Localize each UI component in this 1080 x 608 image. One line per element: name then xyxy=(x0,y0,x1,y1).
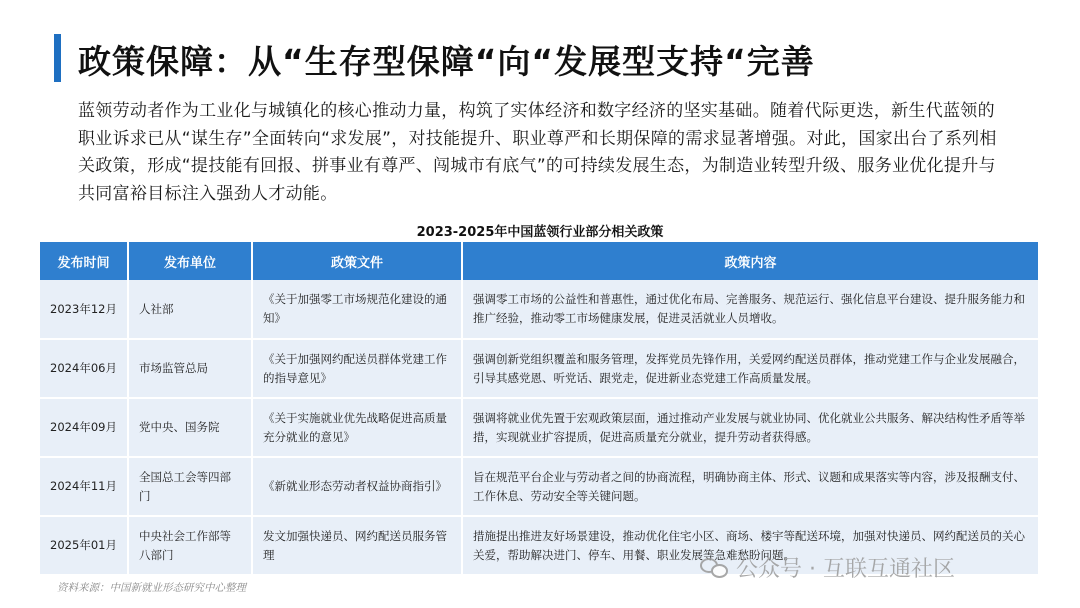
table-title: 2023-2025年中国蓝领行业部分相关政策 xyxy=(416,225,664,240)
cell-unit: 中央社会工作部等八部门 xyxy=(128,516,252,575)
header-unit: 发布单位 xyxy=(128,242,252,280)
cell-doc: 《关于加强零工市场规范化建设的通知》 xyxy=(252,280,462,339)
cell-doc: 《新就业形态劳动者权益协商指引》 xyxy=(252,457,462,516)
cell-unit: 市场监管总局 xyxy=(128,339,252,398)
policy-table xyxy=(40,242,1038,576)
intro-paragraph: 蓝领劳动者作为工业化与城镇化的核心推动力量，构筑了实体经济和数字经济的坚实基础。随着代际更迭，新生代蓝领的职业诉求已从“谋生存”全面转向“求发展”，对技能提升、职业尊严和长期保障的需求显著增强。对此，国家出台了系列相关政策，形成“提技能有回报、拼事业有尊严、闯城市有底气”的可持续发展生态，为制造业转型升级、服务业优化提升与共同富裕目标注入强劲人才动能。 xyxy=(78,101,997,204)
cell-date: 2024年06月 xyxy=(40,339,128,398)
cell-content: 强调创新党组织覆盖和服务管理，发挥党员先锋作用，关爱网约配送员群体，推动党建工作与企业发展融合，引导其感党恩、听党话、跟党走，促进新业态党建工作高质量发展。 xyxy=(462,339,1038,398)
cell-date: 2024年11月 xyxy=(40,457,128,516)
cell-content: 强调将就业优先置于宏观政策层面，通过推动产业发展与就业协同、优化就业公共服务、解决结构性矛盾等举措，实现就业扩容提质，促进高质量充分就业，提升劳动者获得感。 xyxy=(462,398,1038,457)
cell-doc: 发文加强快递员、网约配送员服务管理 xyxy=(252,516,462,575)
cell-unit: 党中央、国务院 xyxy=(128,398,252,457)
cell-content: 旨在规范平台企业与劳动者之间的协商流程，明确协商主体、形式、议题和成果落实等内容，涉及报酬支付、工作休息、劳动安全等关键问题。 xyxy=(462,457,1038,516)
wechat-icon xyxy=(700,556,730,580)
cell-content: 措施提出推进友好场景建设，推动优化住宅小区、商场、楼宇等配送环境，加强对快递员、网约配送员的关心关爱，帮助解决进门、停车、用餐、职业发展等急难愁盼问题。 xyxy=(462,516,1038,575)
cell-unit: 人社部 xyxy=(128,280,252,339)
watermark-text: 公众号 · 互联互通社区 xyxy=(736,557,955,582)
table-row xyxy=(40,457,1038,516)
cell-doc: 《关于实施就业优先战略促进高质量充分就业的意见》 xyxy=(252,398,462,457)
source-note: 资料来源：中国新就业形态研究中心整理 xyxy=(57,582,246,594)
header-content: 政策内容 xyxy=(462,242,1038,280)
cell-date: 2023年12月 xyxy=(40,280,128,339)
table-row xyxy=(40,339,1038,398)
cell-content: 强调零工市场的公益性和普惠性，通过优化布局、完善服务、规范运行、强化信息平台建设、提升服务能力和推广经验，推动零工市场健康发展，促进灵活就业人员增收。 xyxy=(462,280,1038,339)
table-row xyxy=(40,398,1038,457)
cell-date: 2025年01月 xyxy=(40,516,128,575)
table-row xyxy=(40,280,1038,339)
title-accent-bar xyxy=(54,34,61,82)
watermark xyxy=(700,552,955,583)
header-date: 发布时间 xyxy=(40,242,128,280)
cell-date: 2024年09月 xyxy=(40,398,128,457)
cell-doc: 《关于加强网约配送员群体党建工作的指导意见》 xyxy=(252,339,462,398)
header-doc: 政策文件 xyxy=(252,242,462,280)
page-title: 政策保障：从“生存型保障“向“发展型支持“完善 xyxy=(78,42,815,81)
table-header-row xyxy=(40,242,1038,280)
cell-unit: 全国总工会等四部门 xyxy=(128,457,252,516)
